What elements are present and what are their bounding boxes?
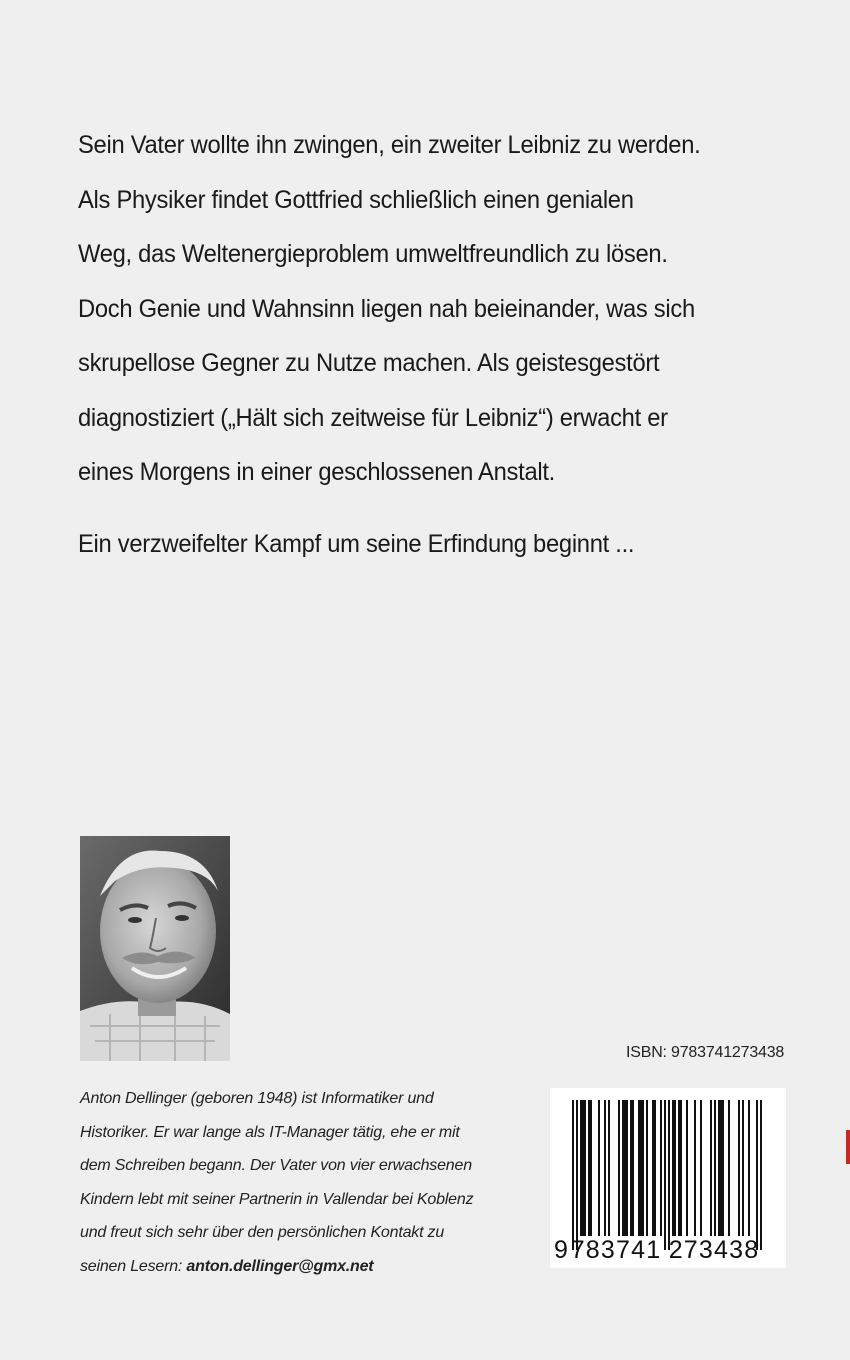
barcode-guard-bar [756, 1100, 758, 1250]
barcode-bar [624, 1100, 626, 1236]
barcode-bar [694, 1100, 696, 1236]
blurb-line: Sein Vater wollte ihn zwingen, ein zweiter Leibniz zu werden. [78, 131, 701, 159]
barcode-bar [580, 1100, 582, 1236]
barcode-bar [588, 1100, 590, 1236]
barcode-bar [642, 1100, 644, 1236]
barcode-guard-bar [572, 1100, 574, 1250]
bio-line: Historiker. Er war lange als IT-Manager tätig, ehe er mit [80, 1123, 460, 1141]
bio-line: und freut sich sehr über den persönlichen Kontakt zu [80, 1224, 445, 1241]
barcode-bar [714, 1100, 716, 1236]
author-photo [80, 836, 230, 1061]
barcode-bar [604, 1100, 606, 1236]
barcode-bar [590, 1100, 592, 1236]
bio-line: Kindern lebt mit seiner Partnerin in Vallendar bei Koblenz [80, 1190, 474, 1208]
blurb-line: eines Morgens in einer geschlossenen Anstalt. [78, 458, 555, 486]
barcode-bar [584, 1100, 586, 1236]
barcode-bar [582, 1100, 584, 1236]
author-bio [80, 1082, 510, 1283]
book-blurb [78, 118, 743, 571]
barcode-bar [710, 1100, 712, 1236]
barcode-bar [718, 1100, 720, 1236]
barcode-bar [720, 1100, 722, 1236]
blurb-line: diagnostiziert („Hält sich zeitweise für Leibniz“) erwacht er [78, 403, 668, 432]
barcode-bar [654, 1100, 656, 1236]
barcode-bar [674, 1100, 676, 1236]
barcode-bar [622, 1100, 624, 1236]
blurb-line: skrupellose Gegner zu Nutze machen. Als geistesgestört [78, 349, 660, 377]
blurb-line: Als Physiker findet Gottfried schließlich einen genialen [78, 185, 634, 214]
barcode-bar [680, 1100, 682, 1236]
barcode-bar [630, 1100, 632, 1236]
barcode-guard-bar [576, 1100, 578, 1250]
barcode-first-digit: 9 [554, 1236, 568, 1264]
barcode-bar [608, 1100, 610, 1236]
barcode-bar [618, 1100, 620, 1236]
barcode-bar [686, 1100, 688, 1236]
isbn-label: ISBN: 9783741273438 [626, 1044, 785, 1061]
barcode-bar [748, 1100, 750, 1236]
author-email-link[interactable]: anton.dellinger@gmx.net [186, 1257, 374, 1275]
red-edge-mark [846, 1130, 850, 1164]
barcode-bar [660, 1100, 662, 1236]
barcode-bar [632, 1100, 634, 1236]
barcode-bar [728, 1100, 730, 1236]
barcode-guard-bar [664, 1100, 666, 1250]
barcode-bar [738, 1100, 740, 1236]
barcode-bar [646, 1100, 648, 1236]
bio-last-line-prefix: seinen Lesern: [80, 1257, 187, 1275]
barcode-bar [638, 1100, 640, 1236]
barcode-right-digits: 273438 [668, 1236, 760, 1264]
barcode-bar [640, 1100, 642, 1236]
barcode-bar [678, 1100, 680, 1236]
bio-line-last [80, 1250, 510, 1284]
barcode-bar [672, 1100, 674, 1236]
bio-line: Anton Dellinger (geboren 1948) ist Informatiker und [80, 1090, 434, 1107]
barcode-guard-bar [760, 1100, 762, 1250]
blurb-line: Weg, das Weltenergieproblem umweltfreundlich zu lösen. [78, 240, 668, 268]
isbn-barcode [550, 1088, 786, 1268]
bio-line: dem Schreiben begann. Der Vater von vier erwachsenen [80, 1157, 472, 1174]
blurb-closing-line: Ein verzweifelter Kampf um seine Erfindung beginnt ... [78, 529, 635, 558]
barcode-bar [626, 1100, 628, 1236]
barcode-guard-bar [668, 1100, 670, 1250]
barcode-bar [598, 1100, 600, 1236]
barcode-bar [700, 1100, 702, 1236]
barcode-bar [722, 1100, 724, 1236]
blurb-line: Doch Genie und Wahnsinn liegen nah beieinander, was sich [78, 294, 695, 323]
barcode-bar [652, 1100, 654, 1236]
barcode-left-digits: 783741 [570, 1236, 662, 1264]
barcode-bar [742, 1100, 744, 1236]
